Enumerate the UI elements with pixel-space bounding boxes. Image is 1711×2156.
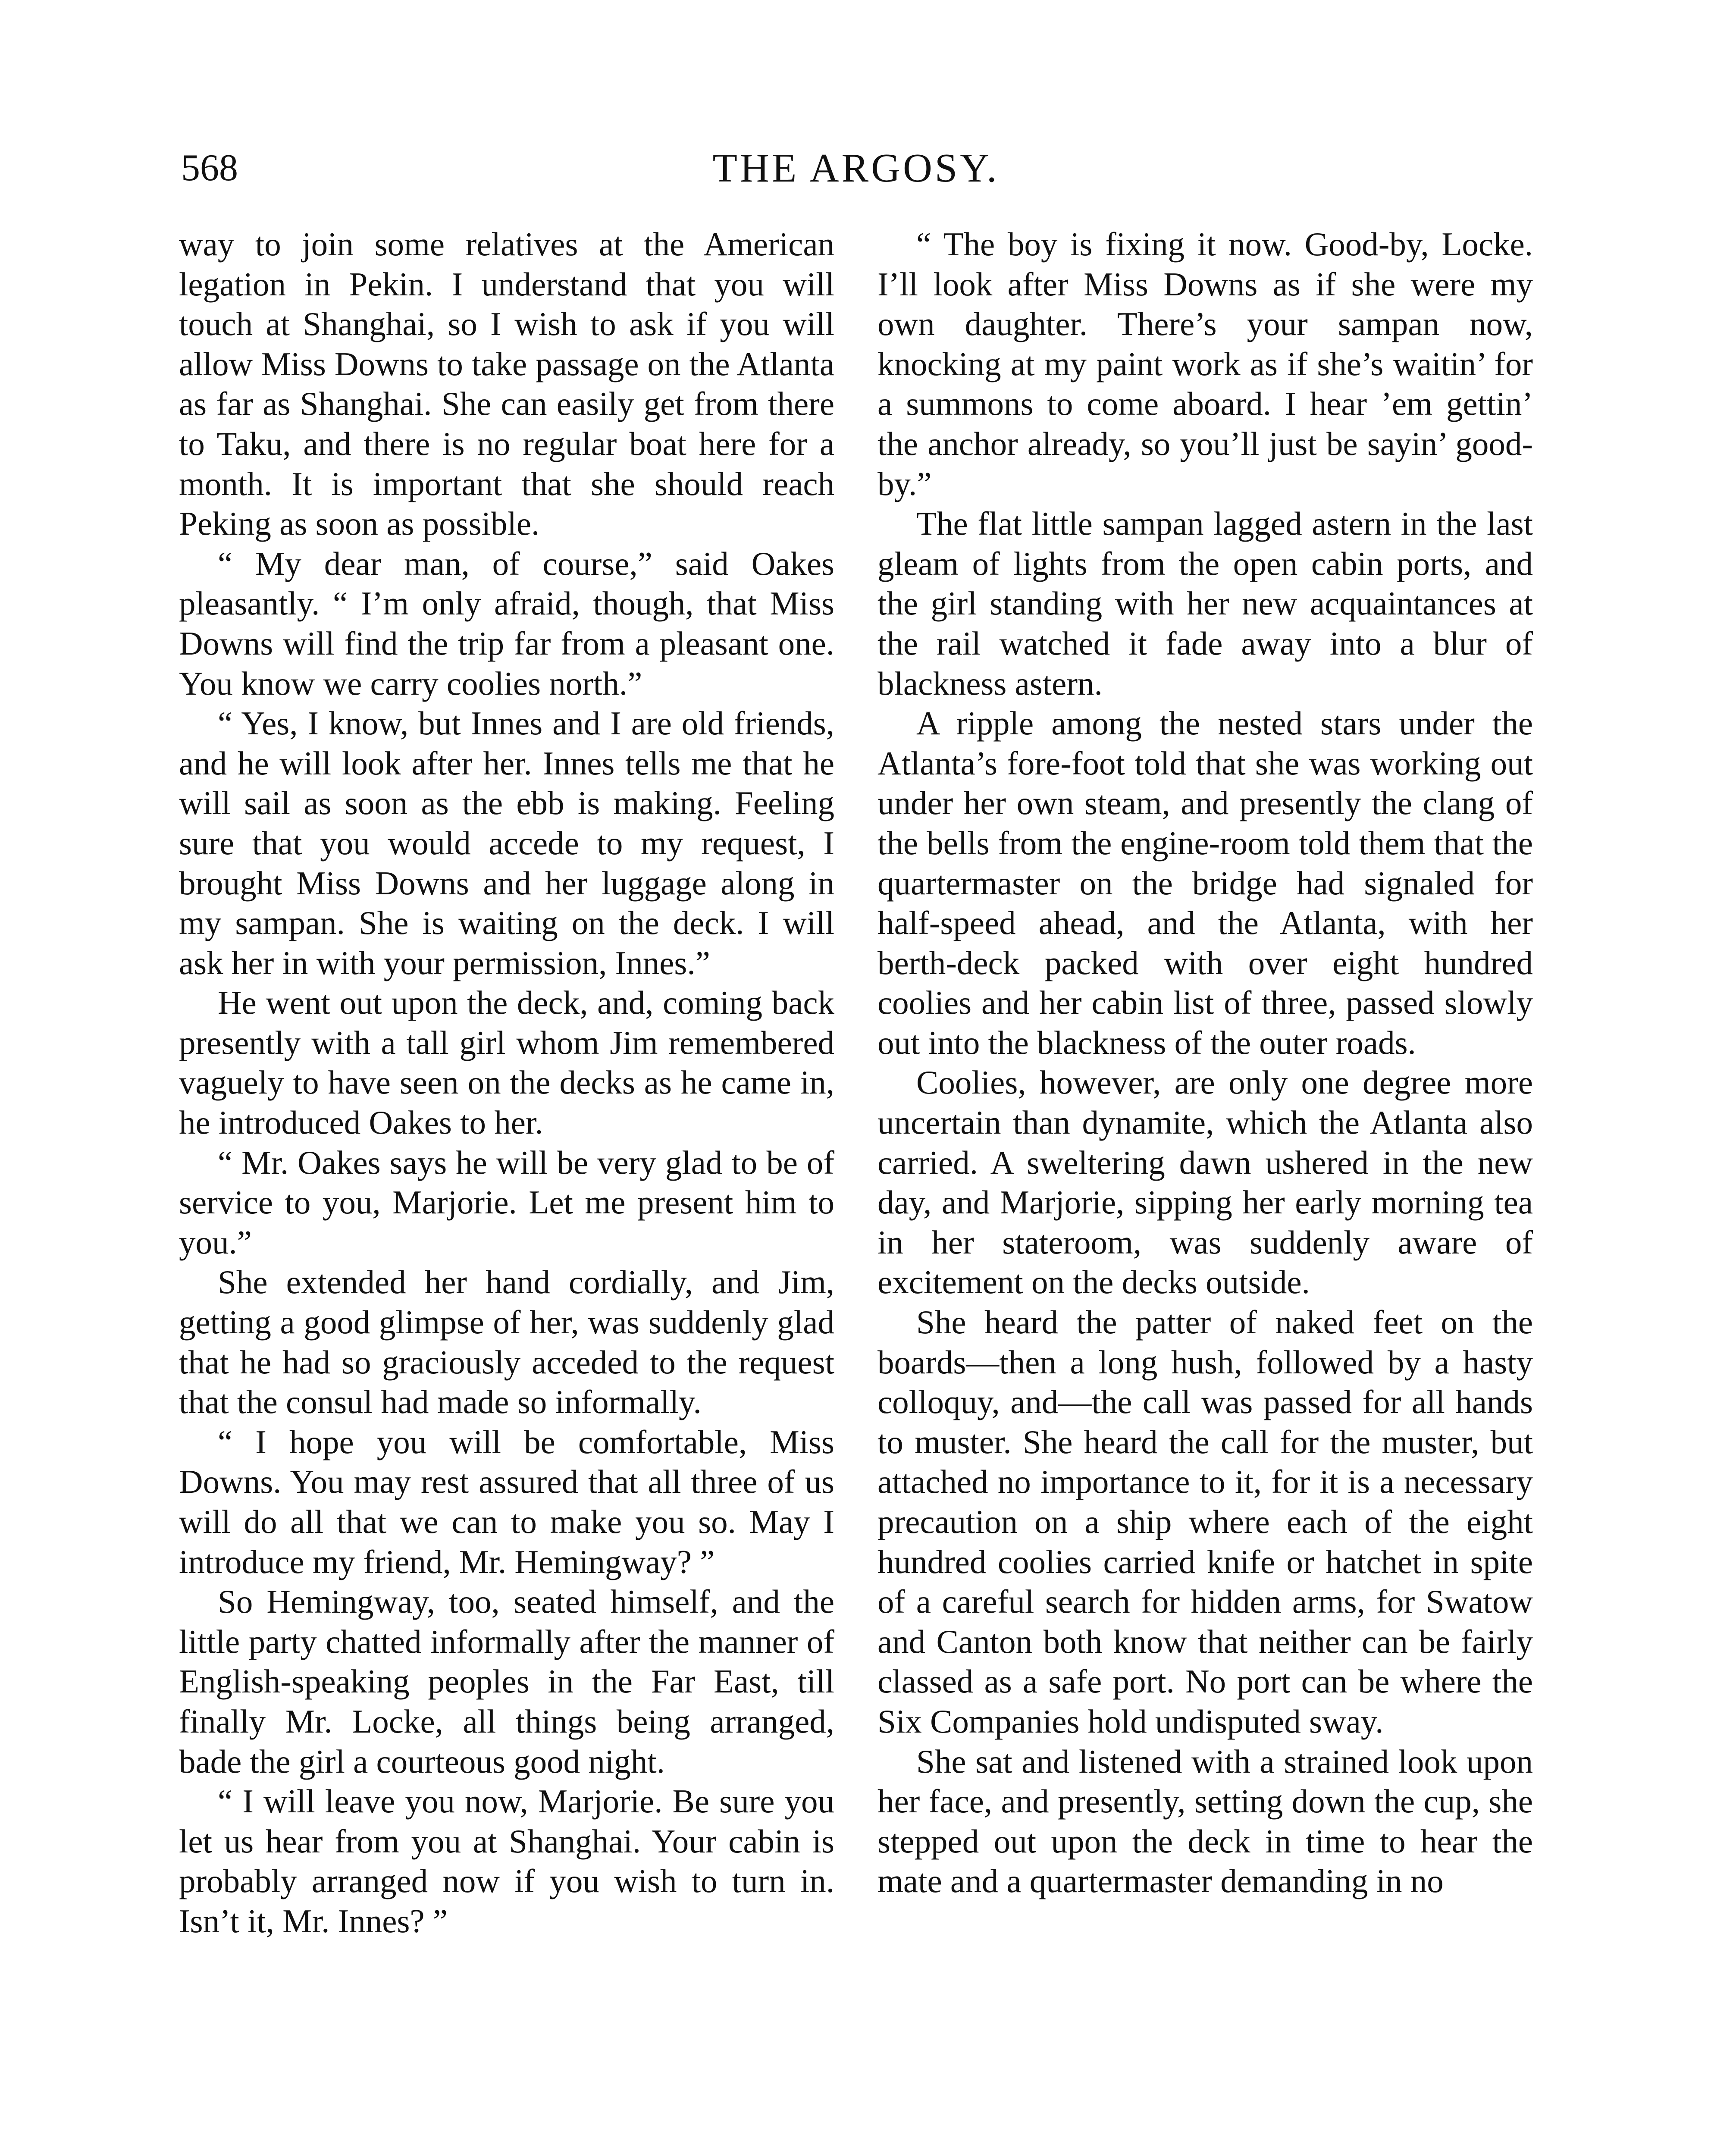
paragraph: way to join some relatives at the American legation in Pekin. I understand that you will touch at Shanghai, so I wish to ask if you will allow Miss Downs to take passage on the Atlanta as far as Shanghai. She can easily get from there to Taku, and there is no regular boat here for a month. It is important that she should reach Peking as soon as possible. [179, 226, 834, 542]
paragraph: “ Yes, I know, but Innes and I are old friends, and he will look after her. Innes tells me that he will sail as soon as the ebb is making. Feeling sure that you would accede to my request, I brought Miss Downs and her luggage along in my sampan. She is waiting on the deck. I will ask her in with your permission, Innes.” [179, 705, 834, 981]
left-column [179, 224, 834, 1941]
paragraph: A ripple among the nested stars under the Atlanta’s fore-foot told that she was working out under her own steam, and presently the clang of the bells from the engine-room told them that the quartermaster on the bridge had signaled for half-speed ahead, and the Atlanta, with her berth-deck packed with over eight hundred coolies and her cabin list of three, passed slowly out into the blackness of the outer roads. [877, 705, 1533, 1061]
paragraph: She sat and listened with a strained look upon her face, and presently, setting down the cup, she stepped out upon the deck in time to hear the mate and a quartermaster demanding in no [877, 1742, 1533, 1900]
running-head: THE ARGOSY. [712, 146, 1000, 191]
paragraph: The flat little sampan lagged astern in the last gleam of lights from the open cabin ports, and the girl standing with her new acquaintances at the rail watched it fade away into a blur of blackness astern. [877, 505, 1533, 702]
right-column [877, 224, 1533, 1901]
paragraph: So Hemingway, too, seated himself, and the little party chatted informally after the manner of English-speaking peoples in the Far East, till finally Mr. Locke, all things being arranged, bade the girl a courteous good night. [179, 1583, 834, 1780]
paragraph: “ I hope you will be comfortable, Miss Downs. You may rest assured that all three of us will do all that we can to make you so. May I introduce my friend, Mr. Hemingway? ” [179, 1423, 834, 1580]
page-header [181, 142, 1531, 198]
paragraph: He went out upon the deck, and, coming back presently with a tall girl whom Jim remembered vaguely to have seen on the decks as he came in, he introduced Oakes to her. [179, 984, 834, 1141]
paragraph: She extended her hand cordially, and Jim, getting a good glimpse of her, was suddenly glad that he had so graciously acceded to the request that the consul had made so informally. [179, 1263, 834, 1421]
paragraph: She heard the patter of naked feet on the boards—then a long hush, followed by a hasty colloquy, and—the call was passed for all hands to muster. She heard the call for the muster, but attached no importance to it, for it is a necessary precaution on a ship where each of the eight hundred coolies carried knife or hatchet in spite of a careful search for hidden arms, for Swatow and Canton both know that neither can be fairly classed as a safe port. No port can be where the Six Companies hold undisputed sway. [877, 1304, 1533, 1740]
paragraph: “ The boy is fixing it now. Good-by, Locke. I’ll look after Miss Downs as if she were my own daughter. There’s your sampan now, knocking at my paint work as if she’s waitin’ for a summons to come aboard. I hear ’em gettin’ the anchor already, so you’ll just be sayin’ good-by.” [877, 226, 1533, 502]
paragraph: “ Mr. Oakes says he will be very glad to be of service to you, Marjorie. Let me present him to you.” [179, 1144, 834, 1261]
paragraph: “ I will leave you now, Marjorie. Be sure you let us hear from you at Shanghai. Your cabin is probably arranged now if you wish to turn in. Isn’t it, Mr. Innes? ” [179, 1783, 834, 1940]
paragraph: “ My dear man, of course,” said Oakes pleasantly. “ I’m only afraid, though, that Miss Downs will find the trip far from a pleasant one. You know we carry coolies north.” [179, 545, 834, 702]
page-number: 568 [181, 147, 238, 189]
paragraph: Coolies, however, are only one degree more uncertain than dynamite, which the Atlanta also carried. A sweltering dawn ushered in the new day, and Marjorie, sipping her early morning tea in her stateroom, was suddenly aware of excitement on the decks outside. [877, 1064, 1533, 1301]
